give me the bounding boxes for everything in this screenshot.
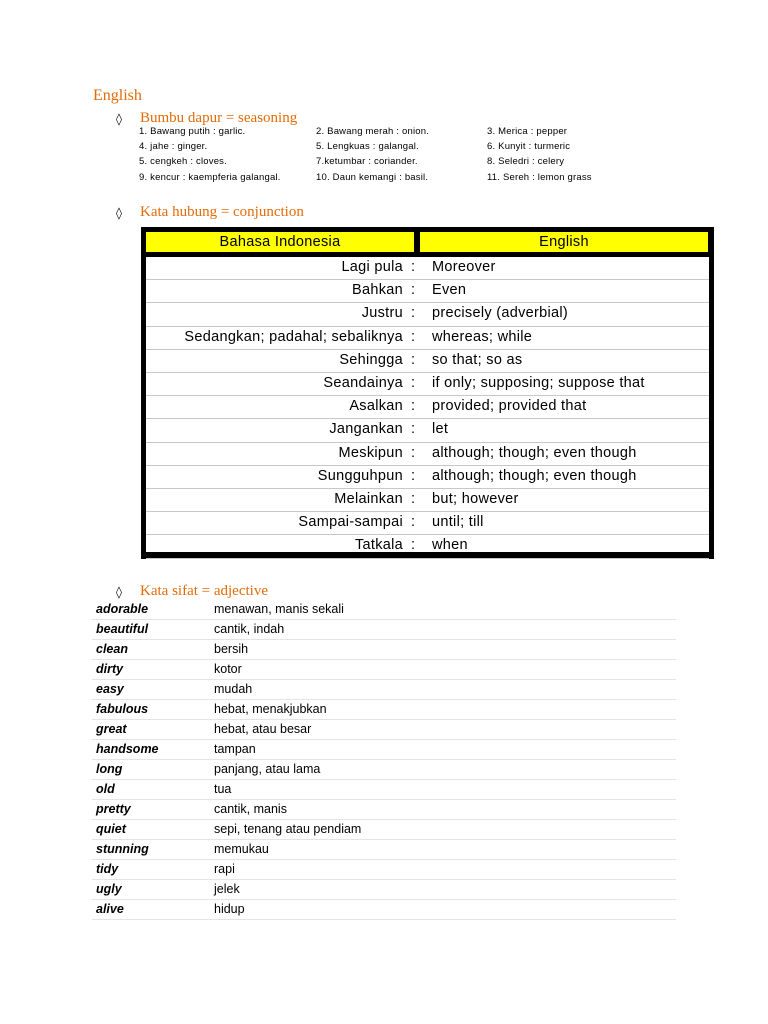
separator: : xyxy=(411,282,416,299)
adjective-meaning: cantik, manis xyxy=(214,802,287,816)
indonesian-term: Justru xyxy=(361,305,403,322)
seasoning-item: 6. Kunyit : turmeric xyxy=(487,141,571,152)
adjective-word: tidy xyxy=(96,862,119,876)
seasoning-item: 1. Bawang putih : garlic. xyxy=(139,126,246,137)
indonesian-term: Meskipun xyxy=(338,444,403,461)
table-row xyxy=(146,280,709,303)
table-row xyxy=(92,760,676,780)
conjunction-table-body xyxy=(146,257,709,552)
adjective-meaning: tampan xyxy=(214,742,256,756)
table-row xyxy=(92,720,676,740)
adjective-meaning: hidup xyxy=(214,902,245,916)
indonesian-term: Sehingga xyxy=(339,351,403,368)
table-row xyxy=(92,740,676,760)
adjective-word: stunning xyxy=(96,842,149,856)
adjective-meaning: panjang, atau lama xyxy=(214,762,321,776)
table-row xyxy=(92,660,676,680)
adjective-meaning: hebat, atau besar xyxy=(214,722,312,736)
indonesian-term: Lagi pula xyxy=(341,259,403,275)
table-row xyxy=(92,860,676,880)
table-row xyxy=(92,620,676,640)
seasoning-item: 2. Bawang merah : onion. xyxy=(316,126,430,137)
table-row xyxy=(146,466,709,489)
separator: : xyxy=(411,421,416,438)
adjective-meaning: tua xyxy=(214,782,232,796)
seasoning-item: 8. Seledri : celery xyxy=(487,156,565,167)
table-row xyxy=(146,443,709,466)
seasoning-item: 5. cengkeh : cloves. xyxy=(139,156,227,167)
indonesian-term: Sedangkan; padahal; sebaliknya xyxy=(184,328,403,345)
english-term: provided; provided that xyxy=(432,398,587,415)
column-header-english: English xyxy=(420,232,708,252)
separator: : xyxy=(411,375,416,391)
indonesian-term: Jangankan xyxy=(329,421,403,438)
indonesian-term: Sungguhpun xyxy=(317,467,403,484)
adjective-meaning: memukau xyxy=(214,842,269,856)
indonesian-term: Bahkan xyxy=(352,282,403,299)
seasoning-row xyxy=(0,126,768,140)
table-row xyxy=(146,535,709,558)
english-term: precisely (adverbial) xyxy=(432,305,569,322)
adjective-word: long xyxy=(96,762,123,776)
adjective-meaning: mudah xyxy=(214,682,253,696)
table-row xyxy=(146,396,709,419)
adjective-word: easy xyxy=(96,682,124,696)
table-row xyxy=(92,820,676,840)
table-row xyxy=(92,780,676,800)
table-row xyxy=(146,303,709,326)
seasoning-row xyxy=(0,141,768,155)
adjective-meaning: jelek xyxy=(214,882,240,896)
seasoning-row xyxy=(0,156,768,170)
separator: : xyxy=(411,328,416,345)
seasoning-item: 10. Daun kemangi : basil. xyxy=(316,172,429,183)
table-row xyxy=(92,600,676,620)
table-row xyxy=(92,800,676,820)
adjective-heading-row xyxy=(116,583,268,600)
adjective-word: dirty xyxy=(96,662,124,676)
diamond-bullet-icon: ◊ xyxy=(116,584,122,599)
english-term: Even xyxy=(432,282,467,299)
page-title: English xyxy=(93,87,142,104)
adjective-meaning: rapi xyxy=(214,862,235,876)
english-term: Moreover xyxy=(432,259,496,275)
adjective-meaning: kotor xyxy=(214,662,242,676)
table-row xyxy=(92,640,676,660)
english-term: whereas; while xyxy=(432,328,533,345)
separator: : xyxy=(411,351,416,368)
separator: : xyxy=(411,537,416,554)
separator: : xyxy=(411,444,416,461)
indonesian-term: Asalkan xyxy=(349,398,403,415)
column-header-indonesian: Bahasa Indonesia xyxy=(146,232,414,252)
seasoning-item: 5. Lengkuas : galangal. xyxy=(316,141,419,152)
seasoning-item: 11. Sereh : lemon grass xyxy=(487,172,592,183)
seasoning-item: 9. kencur : kaempferia galangal. xyxy=(139,172,281,183)
adjective-word: fabulous xyxy=(96,702,149,716)
english-term: so that; so as xyxy=(432,351,523,368)
english-term: let xyxy=(432,421,449,438)
conjunction-table xyxy=(141,227,714,559)
adjective-heading: Kata sifat = adjective xyxy=(140,583,268,599)
conjunction-heading: Kata hubung = conjunction xyxy=(140,204,304,220)
seasoning-heading: Bumbu dapur = seasoning xyxy=(140,110,298,126)
english-term: if only; supposing; suppose that xyxy=(432,375,645,391)
seasoning-item: 7.ketumbar : coriander. xyxy=(316,156,418,167)
indonesian-term: Seandainya xyxy=(323,375,403,391)
adjective-meaning: hebat, menakjubkan xyxy=(214,702,327,716)
adjective-meaning: menawan, manis sekali xyxy=(214,602,344,616)
indonesian-term: Tatkala xyxy=(354,537,403,554)
adjective-word: old xyxy=(96,782,115,796)
adjective-word: ugly xyxy=(96,882,122,896)
adjective-meaning: bersih xyxy=(214,642,249,656)
adjective-word: clean xyxy=(96,642,128,656)
english-term: when xyxy=(432,537,468,554)
adjective-meaning: cantik, indah xyxy=(214,622,285,636)
english-term: although; though; even though xyxy=(432,444,637,461)
indonesian-term: Melainkan xyxy=(334,491,403,507)
indonesian-term: Sampai-sampai xyxy=(298,514,403,531)
table-row xyxy=(146,327,709,350)
table-row xyxy=(92,840,676,860)
seasoning-item: 3. Merica : pepper xyxy=(487,126,568,137)
seasoning-item: 4. jahe : ginger. xyxy=(139,141,208,152)
table-row xyxy=(92,880,676,900)
table-row xyxy=(146,489,709,512)
conjunction-heading-row xyxy=(116,204,304,221)
diamond-bullet-icon: ◊ xyxy=(116,111,122,126)
table-row xyxy=(92,900,676,920)
seasoning-row xyxy=(0,172,768,186)
adjective-word: adorable xyxy=(96,602,149,616)
table-row xyxy=(92,680,676,700)
separator: : xyxy=(411,398,416,415)
separator: : xyxy=(411,491,416,507)
adjective-word: quiet xyxy=(96,822,126,836)
english-term: until; till xyxy=(432,514,484,531)
table-row xyxy=(146,350,709,373)
table-row xyxy=(146,373,709,396)
adjective-meaning: sepi, tenang atau pendiam xyxy=(214,822,362,836)
separator: : xyxy=(411,259,416,275)
english-term: but; however xyxy=(432,491,519,507)
separator: : xyxy=(411,305,416,322)
adjective-word: handsome xyxy=(96,742,159,756)
table-row xyxy=(146,512,709,535)
english-term: although; though; even though xyxy=(432,467,637,484)
table-row xyxy=(146,257,709,280)
table-row xyxy=(146,419,709,442)
separator: : xyxy=(411,514,416,531)
table-row xyxy=(92,700,676,720)
seasoning-heading-row xyxy=(116,110,297,127)
adjective-word: alive xyxy=(96,902,124,916)
adjective-word: beautiful xyxy=(96,622,149,636)
adjective-word: great xyxy=(96,722,127,736)
separator: : xyxy=(411,467,416,484)
diamond-bullet-icon: ◊ xyxy=(116,205,122,220)
adjective-word: pretty xyxy=(96,802,131,816)
